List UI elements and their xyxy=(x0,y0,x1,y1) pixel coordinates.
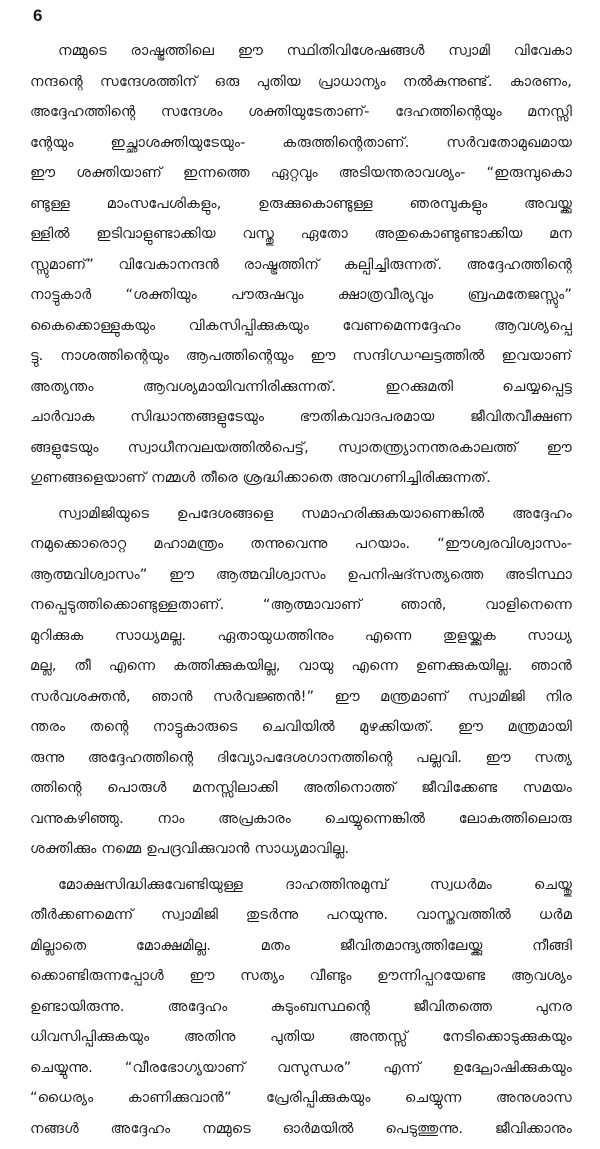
text-line: മില്ലാതെ മോക്ഷമില്ല. മതം ജീവിതമാന്ദ്യത്തിലേയ്ക്കു നീങ്ങി xyxy=(30,936,572,954)
text-line: നമുക്കൊരൊറ്റ മഹാമന്ത്രം തന്നുവെന്നു പറയാം. “ഈശ്വരവിശ്വാസം- xyxy=(30,535,572,552)
text-line: ത്തിന്റെ പൊരുൾ മനസ്സിലാക്കി അതിനൊത്ത് ജീവിക്കേണ്ട സമയം xyxy=(30,779,572,796)
text-line: ആത്മവിശ്വാസം” ഈ ആത്മവിശ്വാസം ഉപനിഷദ്സത്യത്തെ അടിസ്ഥാ xyxy=(30,565,572,583)
text-line: സ്സുമാണ്” വിവേകാനന്ദൻ രാഷ്ട്രത്തിന് കല്പിച്ചിരുന്നത്. അദ്ദേഹത്തിന്റെ xyxy=(30,255,572,273)
text-line: ശക്തിക്കും നമ്മെ ഉപദ്രവിക്കുവാൻ സാധ്യമാവില്ല. xyxy=(30,840,350,857)
text-line: മോക്ഷസിദ്ധിക്കുവേണ്ടിയുള്ള ദാഹത്തിനുമുമ്പ് സ്വധർമം ചെയ്തു xyxy=(58,875,572,893)
text-line: നപ്പെടുത്തിക്കൊണ്ടുള്ളതാണ്. “ആത്മാവാണ് ഞാൻ, വാളിനെന്നെ xyxy=(30,596,572,613)
text-line: നന്ദന്റെ സന്ദേശത്തിന് ഒരു പുതിയ പ്രാധാന്യം നൽകുന്നുണ്ട്. കാരണം, xyxy=(30,72,572,90)
text-line: ന്തരം തന്റെ നാട്ടുകാരുടെ ചെവിയിൽ മുഴക്കിയത്. ഈ മന്ത്രമായി xyxy=(30,718,572,735)
text-line: ങ്ങളുടേയും സ്വാധീനവലയത്തിൽപെട്ട്, സ്വാതന്ത്ര്യാനന്തരകാലത്ത് ഈ xyxy=(30,438,572,456)
text-line: ചാർവാക സിദ്ധാന്തങ്ങളുടേയും ഭൗതികവാദപരമായ ജീവിതവീക്ഷണ xyxy=(30,408,572,425)
text-line: ള്ളിൽ ഇടിവാളുണ്ടാക്കിയ വസ്തു ഏതോ അതുകൊണ്ടുണ്ടാക്കിയ മന xyxy=(30,225,572,242)
text-line: മുറിക്കുക സാധ്യമല്ല. ഏതായുധത്തിനും എന്നെ തുളയ്ക്കുക സാധ്യ xyxy=(30,626,572,644)
text-line: ണ്ടുള്ള മാംസപേശികളും, ഉരുക്കുകൊണ്ടുള്ള ഞരമ്പുകളും അവയ്ക്കു xyxy=(30,194,572,212)
text-line: നാട്ടുകാർ “ശക്തിയും പൗരുഷവും ക്ഷാത്രവീര്യവും ബ്രഹ്മതേജസ്സും” xyxy=(30,286,572,303)
text-line: ഗുണങ്ങളെയാണ് നമ്മൾ തീരെ ശ്രദ്ധിക്കാതെ അവഗണിച്ചിരിക്കുന്നത്. xyxy=(30,469,491,486)
text-line: ന്റേയും ഇച്ഛാശക്തിയുടേയും- കരുത്തിന്റെതാണ്. സർവതോമുഖമായ xyxy=(30,133,572,151)
text-line: കൈക്കൊള്ളുകയും വികസിപ്പിക്കുകയും വേണമെന്നദ്ദേഹം ആവശ്യപ്പെ xyxy=(30,316,572,334)
text-line: “ധൈര്യം കാണിക്കുവാൻ” പ്രേരിപ്പിക്കുകയും ചെയ്യുന്ന അനുശാസ xyxy=(30,1089,572,1106)
paragraph-2 xyxy=(30,499,572,865)
text-line: ക്കൊണ്ടിരുന്നപ്പോൾ ഈ സത്യം വീണ്ടും ഊന്നിപ്പറയേണ്ട ആവശ്യം xyxy=(30,967,572,984)
paragraph-1 xyxy=(30,36,572,494)
text-line: വന്നുകഴിഞ്ഞു. നാം അപ്രകാരം ചെയ്യുന്നെങ്കിൽ ലോകത്തിലൊരു xyxy=(30,809,572,827)
text-line: നങ്ങൾ അദ്ദേഹം നമ്മുടെ ഓർമയിൽ പെടുത്തുന്നു. ജീവിക്കാനും xyxy=(30,1119,572,1137)
text-line: അത്യന്തം ആവശ്യമായിവന്നിരിക്കുന്നത്. ഇറക്കുമതി ചെയ്യപ്പെട്ട xyxy=(30,377,572,395)
text-line: ധിവസിപ്പിക്കുകയും അതിനു പുതിയ അന്തസ്സ് നേടിക്കൊടുക്കുകയും xyxy=(30,1028,572,1045)
text-line: ട്ടു. നാശത്തിന്റെയും ആപത്തിന്റെയും ഈ സന്ദിഗ്ധഘട്ടത്തിൽ ഇവയാണ് xyxy=(30,347,572,364)
text-line: തീർക്കണമെന്ന് സ്വാമിജി തുടർന്നു പറയുന്നു. വാസ്തവത്തിൽ ധർമ xyxy=(30,906,572,923)
text-line: ചെയ്യുന്നു. “വീരഭോഗ്യയാണ് വസുന്ധര” എന്ന് ഉദ്ഘോഷിക്കുകയും xyxy=(30,1058,572,1076)
paragraph-3 xyxy=(30,870,572,1145)
text-line: സർവശക്തൻ, ഞാൻ സർവജ്ഞൻ!” ഈ മന്ത്രമാണ് സ്വാമിജി നിര xyxy=(30,687,572,705)
body-text xyxy=(30,36,572,1149)
text-line: സ്വാമിജിയുടെ ഉപദേശങ്ങളെ സമാഹരിക്കുകയാണെങ്കിൽ അദ്ദേഹം xyxy=(58,504,572,522)
text-line: നമ്മുടെ രാഷ്ട്രത്തിലെ ഈ സ്ഥിതിവിശേഷങ്ങൾ സ്വാമി വിവേകാ xyxy=(58,42,572,59)
text-line: ഈ ശക്തിയാണ് ഇന്നത്തെ ഏറ്റവും അടിയന്തരാവശ്യം- “ഇരുമ്പുകൊ xyxy=(30,164,572,181)
text-line: ഉണ്ടായിരുന്നു. അദ്ദേഹം കുടുംബസ്ഥന്റെ ജീവിതത്തെ പുനര xyxy=(30,997,572,1015)
page-number: 6 xyxy=(33,6,43,25)
text-line: രുന്നു അദ്ദേഹത്തിന്റെ ദിവ്യോപദേശഗാനത്തിന്റെ പല്ലവി. ഈ സത്യ xyxy=(30,748,572,766)
text-line: അദ്ദേഹത്തിന്റെ സന്ദേശം ശക്തിയുടേതാണ്- ദേഹത്തിന്റെയും മനസ്സി xyxy=(30,103,572,120)
text-line: മല്ല, തീ എന്നെ കത്തിക്കുകയില്ല, വായു എന്നെ ഉണക്കുകയില്ല. ഞാൻ xyxy=(30,657,572,674)
